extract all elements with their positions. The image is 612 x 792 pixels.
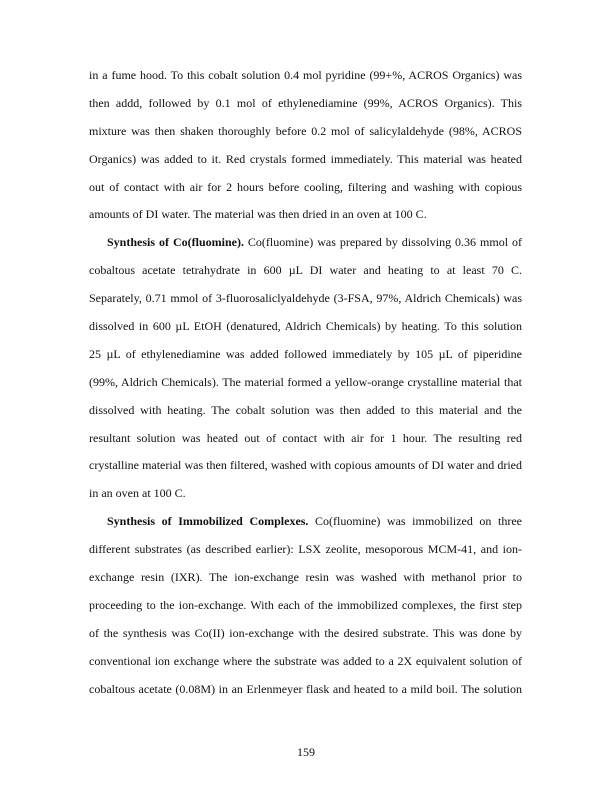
text-run: Co(fluomine) was prepared by dissolving 0.36 mmol of: [243, 235, 522, 250]
text-line: proceeding to the ion-exchange. With each of the immobilized complexes, the first step: [89, 597, 522, 612]
page-number: 159: [297, 745, 315, 759]
text-line: 25 µL of ethylenediamine was added followed immediately by 105 µL of piperidine: [89, 346, 522, 361]
section-first-line: [89, 508, 522, 536]
text-line: different substrates (as described earlier): LSX zeolite, mesoporous MCM-41, and ion-: [89, 542, 522, 557]
body-text: [89, 62, 522, 703]
text-line: Separately, 0.71 mmol of 3-fluorosaliclyaldehyde (3-FSA, 97%, Aldrich Chemicals) was: [89, 291, 522, 306]
text-line: resultant solution was heated out of contact with air for 1 hour. The resulting red: [89, 430, 522, 445]
text-line: cobaltous acetate tetrahydrate in 600 µL DI water and heating to at least 70 C.: [89, 263, 522, 278]
text-run: Co(fluomine) was immobilized on three: [308, 514, 522, 529]
text-line: dissolved in 600 µL EtOH (denatured, Aldrich Chemicals) by heating. To this solution: [89, 319, 522, 334]
text-line: dissolved with heating. The cobalt solution was then added to this material and the: [89, 402, 522, 417]
text-line: then addd, followed by 0.1 mol of ethylenediamine (99%, ACROS Organics). This: [89, 95, 522, 110]
text-line: in an oven at 100 C.: [89, 486, 186, 501]
text-line: conventional ion exchange where the substrate was added to a 2X equivalent solution of: [89, 653, 522, 668]
text-line: mixture was then shaken thoroughly before 0.2 mol of salicylaldehyde (98%, ACROS: [89, 123, 522, 138]
text-line: of the synthesis was Co(II) ion-exchange with the desired substrate. This was done by: [89, 625, 522, 640]
section-first-line: [89, 229, 522, 257]
section-heading-immobilized-complexes: Synthesis of Immobilized Complexes.: [107, 514, 309, 529]
text-line: crystalline material was then filtered, washed with copious amounts of DI water and dried: [89, 458, 522, 473]
text-line: out of contact with air for 2 hours before cooling, filtering and washing with copious: [89, 179, 522, 194]
text-line: (99%, Aldrich Chemicals). The material formed a yellow-orange crystalline material that: [89, 374, 522, 389]
section-heading-co-fluomine: Synthesis of Co(fluomine).: [107, 235, 244, 250]
text-line: amounts of DI water. The material was then dried in an oven at 100 C.: [89, 207, 427, 222]
text-line: in a fume hood. To this cobalt solution 0.4 mol pyridine (99+%, ACROS Organics) was: [89, 68, 522, 82]
text-line: exchange resin (IXR). The ion-exchange resin was washed with methanol prior to: [89, 570, 522, 585]
text-line: Organics) was added to it. Red crystals formed immediately. This material was heated: [89, 151, 522, 166]
text-line: cobaltous acetate (0.08M) in an Erlenmeyer flask and heated to a mild boil. The solution: [89, 681, 522, 696]
